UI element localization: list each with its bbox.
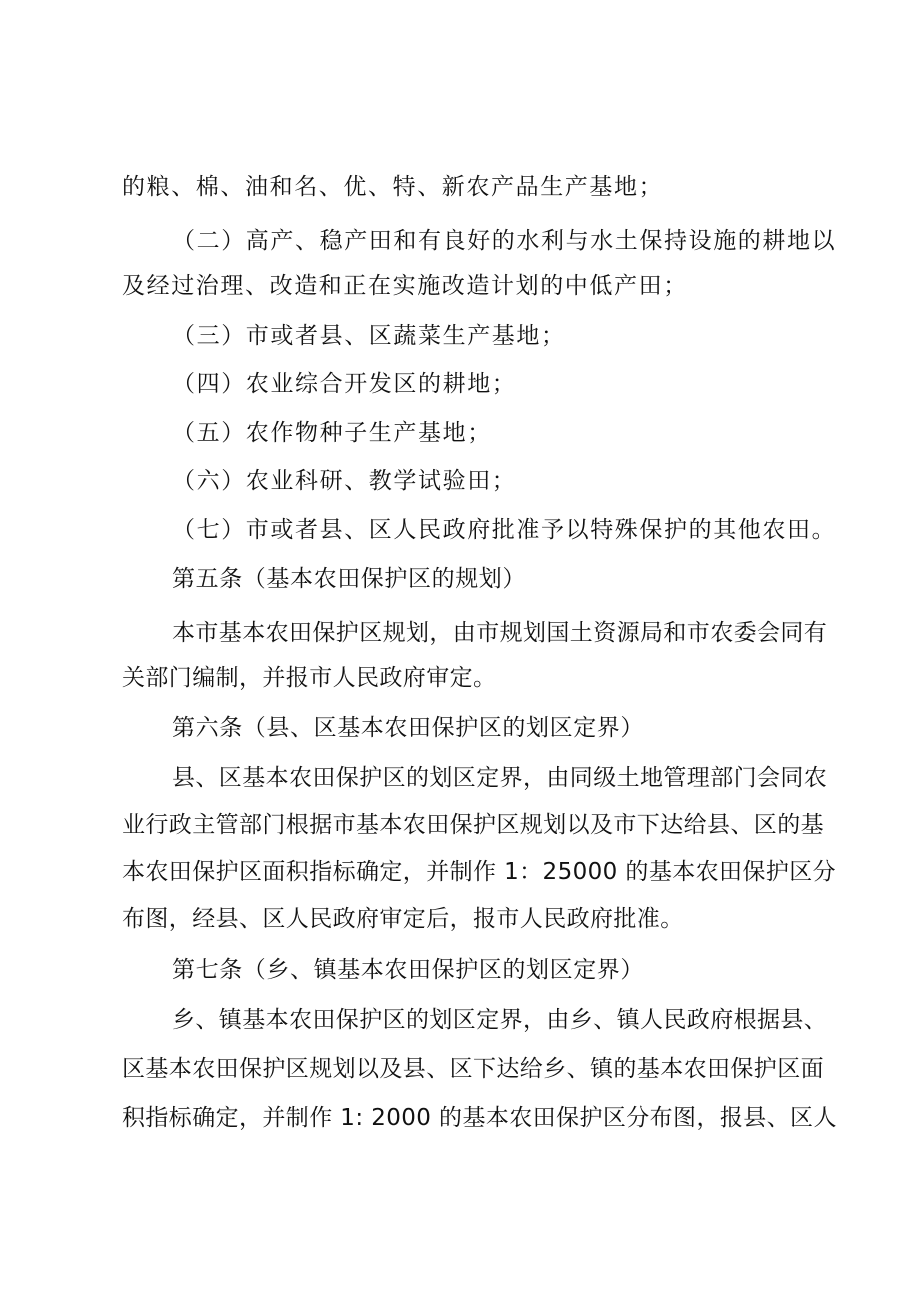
paragraph-line: 乡、镇基本农田保护区的划区定界，由乡、镇人民政府根据县、 [172,1007,828,1033]
article-5-heading: 第五条（基本农田保护区的规划） [172,566,526,592]
text-line-1: 的粮、棉、油和名、优、特、新农产品生产基地； [122,174,664,200]
paragraph-line: 本市基本农田保护区规划，由市规划国土资源局和市农委会同有 [172,620,828,646]
paragraph-line: 本农田保护区面积指标确定，并制作 1：25000 的基本农田保护区分 [122,859,837,885]
list-item-2: （二）高产、稳产田和有良好的水利与水土保持设施的耕地以 [172,228,837,254]
paragraph-line: 县、区基本农田保护区的划区定界，由同级土地管理部门会同农 [172,765,828,791]
list-item-5: （五）农作物种子生产基地； [172,420,492,446]
paragraph-line: 积指标确定，并制作 1: 2000 的基本农田保护区分布图，报县、区人 [122,1105,837,1131]
list-item-3: （三）市或者县、区蔬菜生产基地； [172,323,566,349]
text-line-3: 及经过治理、改造和正在实施改造计划的中低产田； [122,273,688,299]
article-7-heading: 第七条（乡、镇基本农田保护区的划区定界） [172,957,644,983]
list-item-6: （六）农业科研、教学试验田； [172,468,517,494]
paragraph-line: 区基本农田保护区规划以及县、区下达给乡、镇的基本农田保护区面 [122,1056,824,1082]
paragraph-line: 业行政主管部门根据市基本农田保护区规划以及市下达给县、区的基 [122,812,824,838]
paragraph-line: 关部门编制，并报市人民政府审定。 [122,665,497,691]
article-6-heading: 第六条（县、区基本农田保护区的划区定界） [172,715,644,741]
list-item-4: （四）农业综合开发区的耕地； [172,371,517,397]
paragraph-line: 布图，经县、区人民政府审定后，报市人民政府批准。 [122,906,684,932]
list-item-7: （七）市或者县、区人民政府批准予以特殊保护的其他农田。 [172,517,837,543]
